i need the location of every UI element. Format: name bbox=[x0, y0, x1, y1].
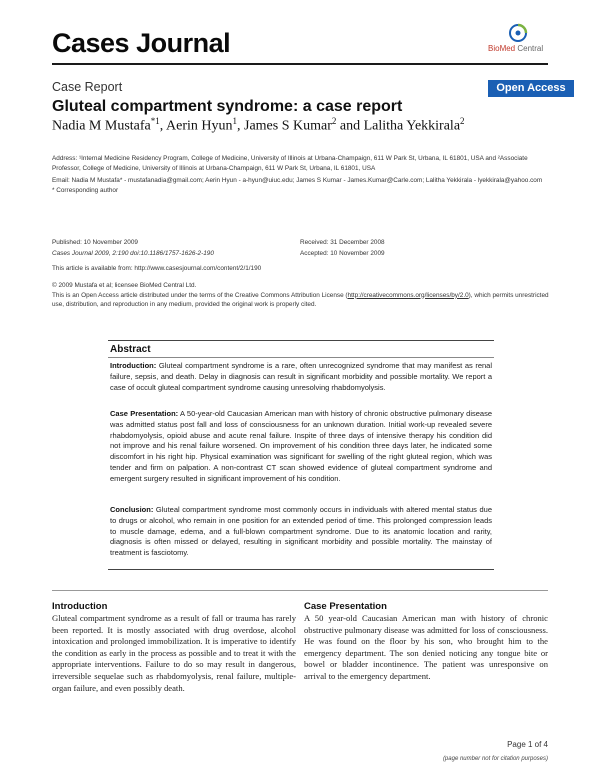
open-access-badge: Open Access bbox=[488, 80, 574, 97]
abstract-box bbox=[108, 340, 494, 570]
author-separator: , bbox=[237, 118, 244, 134]
abstract-intro-label: Introduction: bbox=[110, 361, 157, 370]
license-line bbox=[52, 291, 552, 310]
logo-text bbox=[488, 44, 543, 53]
author-name: James S Kumar bbox=[244, 118, 332, 134]
section-divider bbox=[52, 590, 548, 591]
address-line: Address: ¹Internal Medicine Residency Program, College of Medicine, University of Illinois at Urbana-Champaign, 611 W Park St, Urbana, IL 61801, USA and ²Associate Professor, College of Medicine, University of Illinois at Urbana-Champaign, 611 W Park St, Urbana, IL 61801, USA bbox=[52, 155, 528, 172]
article-type: Case Report bbox=[52, 80, 123, 94]
author-affiliation: 2 bbox=[331, 116, 337, 126]
abstract-case-text: A 50-year-old Caucasian American man with history of chronic obstructive pulmonary disease was admitted status post fall and loss of consciousness for an unknown duration. Initial work-up revealed severe rhabdomyolysis, opioid abuse and acute renal failure. Inspite of three days of intensive therapy his condition did not improve and his renal failure worsened. On improvement of his condition three days later, he indicated some discomfort in his right hip. Physical examination was significant for swelling of the right gluteal region, which was tender and firm on palpation. A non-contrast CT scan showed evidence of gluteal compartment syndrome and emergent surgery resulted in significant improvement of his condition. bbox=[110, 409, 492, 483]
author-name: Lalitha Yekkirala bbox=[363, 118, 461, 134]
publication-info bbox=[52, 238, 302, 259]
license-text-end: ), which permits unrestricted use, distribution, and reproduction in any medium, provided the original work is properly cited. bbox=[52, 291, 549, 308]
author-affiliation: 1 bbox=[232, 116, 237, 126]
abstract-intro-text: Gluteal compartment syndrome is a rare, often unrecognized syndrome that may manifest as renal failure, sepsis, and death. Delay in diagnosis can result in significant morbidity and possible mortality. We report a case of occult gluteal compartment syndrome causing unresolving rhabdomyolysis. bbox=[110, 361, 492, 392]
author-separator: , bbox=[159, 118, 166, 134]
page-number: Page 1 of 4 bbox=[507, 740, 548, 749]
page-note: (page number not for citation purposes) bbox=[442, 756, 548, 762]
biomed-central-logo bbox=[488, 22, 550, 60]
copyright-block bbox=[52, 281, 552, 310]
introduction-text: Gluteal compartment syndrome as a result of fall or trauma has rarely been reported. It is mostly associated with drug overdose, alcohol intoxication and prolonged immobilization. It is imperative to identify the condition as early in the process as possible and to treat it with the appropriate interventions. Failure to do so may result in dangerous, irreversible sequelae such as rhabdomyolysis, renal failure, multiple-organ failure, and even possibly death. bbox=[52, 613, 296, 693]
abstract-heading: Abstract bbox=[110, 344, 151, 355]
logo-central: Central bbox=[515, 44, 544, 53]
abstract-case-presentation bbox=[110, 409, 492, 485]
copyright-line: © 2009 Mustafa et al; licensee BioMed Central Ltd. bbox=[52, 282, 197, 289]
abstract-conclusion bbox=[110, 505, 492, 559]
published-date: Published: 10 November 2009 bbox=[52, 239, 138, 246]
logo-bio: BioMed bbox=[488, 44, 516, 53]
author-affiliation: 2 bbox=[460, 116, 465, 126]
citation: Cases Journal 2009, 2:190 doi:10.1186/1757-1626-2-190 bbox=[52, 249, 214, 257]
abstract-case-label: Case Presentation: bbox=[110, 409, 179, 418]
corresponding-author: * Corresponding author bbox=[52, 187, 119, 194]
accepted-date: Accepted: 10 November 2009 bbox=[300, 249, 385, 257]
header-rule bbox=[52, 63, 548, 65]
address-block bbox=[52, 154, 552, 196]
introduction-heading: Introduction bbox=[52, 601, 108, 612]
case-presentation-heading: Case Presentation bbox=[304, 601, 387, 612]
email-line: Email: Nadia M Mustafa* - mustafanadia@gmail.com; Aerin Hyun - a-hyun@uiuc.edu; James S Kumar - James.Kumar@Carle.com; Lalitha Yekkirala - lyekkirala@yahoo.com bbox=[52, 177, 543, 184]
abstract-rule bbox=[108, 357, 494, 358]
biomed-central-logo-icon bbox=[507, 22, 529, 44]
availability-link[interactable]: This article is available from: http://www.casesjournal.com/content/2/1/190 bbox=[52, 265, 262, 272]
abstract-introduction bbox=[110, 361, 492, 393]
abstract-concl-label: Conclusion: bbox=[110, 505, 154, 514]
received-date: Received: 31 December 2008 bbox=[300, 239, 385, 246]
author-name: Aerin Hyun bbox=[166, 118, 233, 134]
author-separator: and bbox=[336, 118, 364, 134]
license-text: This is an Open Access article distributed under the terms of the Creative Commons Attribution License ( bbox=[52, 291, 348, 299]
abstract-concl-text: Gluteal compartment syndrome most commonly occurs in individuals with altered mental status due to drugs or alcohol, who remain in one position for an extended period of time. This prolonged compression leads to muscle damage, edema, and a full-blown compartment syndrome. Due to its anatomic location and rarity, diagnosis is often missed or delayed, resulting in significant morbidity and possible mortality. The mainstay of treatment is fasciotomy. bbox=[110, 505, 492, 558]
case-presentation-text: A 50 year-old Caucasian American man with history of chronic obstructive pulmonary disease was admitted for loss of consciousness. He was found on the floor by his son, who brought him to the emergency department. The son denied noticing any tongue bite or bowel or bladder incontinence. The patient was unresponsive on arrival to the emergency department. bbox=[304, 613, 548, 681]
author-list bbox=[52, 116, 465, 135]
author-name: Nadia M Mustafa bbox=[52, 118, 151, 134]
article-title: Gluteal compartment syndrome: a case report bbox=[52, 98, 403, 115]
author-affiliation: *1 bbox=[150, 116, 160, 126]
received-info bbox=[300, 238, 385, 259]
journal-title: Cases Journal bbox=[52, 28, 231, 58]
license-link[interactable]: http://creativecommons.org/licenses/by/2.0 bbox=[347, 291, 469, 299]
